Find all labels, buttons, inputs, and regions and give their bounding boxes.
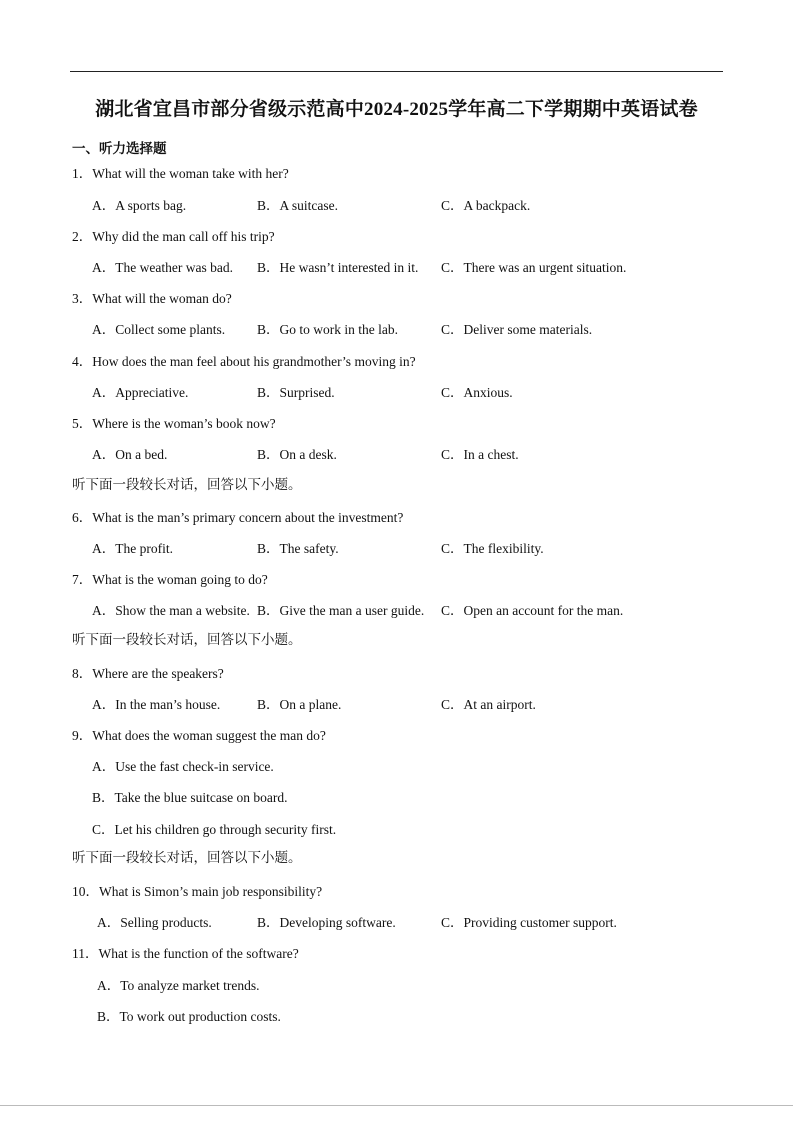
option-b: B．On a plane.: [257, 697, 342, 712]
question-number: 11．: [72, 946, 99, 961]
question-number: 7．: [72, 572, 93, 587]
question-number: 9．: [72, 728, 93, 743]
option-b: B．Go to work in the lab.: [257, 322, 398, 337]
question-text: Where is the woman’s book now?: [92, 416, 276, 431]
option-a: A．On a bed.: [92, 447, 168, 462]
listening-instruction: 听下面一段较长对话，回答以下小题。: [72, 477, 302, 492]
question-number: 5．: [72, 416, 93, 431]
question-10: [72, 884, 322, 900]
question-text: What will the woman do?: [92, 291, 232, 306]
option-b: B．He wasn’t interested in it.: [257, 260, 419, 275]
option-a: A．The weather was bad.: [92, 260, 233, 275]
header-rule: [70, 71, 723, 72]
question-text: What will the woman take with her?: [92, 166, 289, 181]
footer-rule: [0, 1105, 793, 1106]
question-text: What is the man’s primary concern about the investment?: [92, 510, 404, 525]
option-a: A．A sports bag.: [92, 198, 187, 213]
question-text: Where are the speakers?: [92, 666, 224, 681]
question-text: Why did the man call off his trip?: [92, 229, 275, 244]
question-6: [72, 510, 403, 526]
option-a: A．In the man’s house.: [92, 697, 221, 712]
question-7: [72, 572, 268, 588]
question-number: 10．: [72, 884, 99, 899]
question-5: [72, 416, 276, 432]
question-number: 1．: [72, 166, 93, 181]
question-11: [72, 946, 299, 962]
question-number: 6．: [72, 510, 93, 525]
option-a: A．The profit.: [92, 541, 173, 556]
question-number: 2．: [72, 229, 93, 244]
option-c: C．The flexibility.: [441, 541, 544, 556]
option-c: C．At an airport.: [441, 697, 536, 712]
question-number: 3．: [72, 291, 93, 306]
question-2: [72, 229, 275, 245]
question-9: [72, 728, 326, 744]
option-c: C．Anxious.: [441, 385, 513, 400]
question-4: [72, 354, 416, 370]
option-b: B．A suitcase.: [257, 198, 338, 213]
option-a: A．Show the man a website.: [92, 603, 250, 618]
listening-instruction: 听下面一段较长对话，回答以下小题。: [72, 850, 302, 865]
question-text: What is the function of the software?: [98, 946, 299, 961]
question-text: How does the man feel about his grandmother’s moving in?: [92, 354, 416, 369]
option-c: C．In a chest.: [441, 447, 519, 462]
option-a: A．Appreciative.: [92, 385, 189, 400]
question-text: What is the woman going to do?: [92, 572, 268, 587]
exam-title: 湖北省宜昌市部分省级示范高中2024-2025学年高二下学期期中英语试卷: [95, 99, 698, 120]
option-a: A．To analyze market trends.: [97, 978, 260, 993]
option-b: B．Surprised.: [257, 385, 335, 400]
option-b: B．To work out production costs.: [97, 1009, 281, 1024]
option-b: B．On a desk.: [257, 447, 337, 462]
option-c: C．There was an urgent situation.: [441, 260, 627, 275]
question-number: 8．: [72, 666, 93, 681]
listening-instruction: 听下面一段较长对话，回答以下小题。: [72, 632, 302, 647]
option-a: A．Collect some plants.: [92, 322, 226, 337]
option-b: B．Take the blue suitcase on board.: [92, 790, 288, 805]
option-c: C．Open an account for the man.: [441, 603, 624, 618]
option-a: A．Selling products.: [97, 915, 212, 930]
question-text: What is Simon’s main job responsibility?: [99, 884, 323, 899]
option-c: C．Providing customer support.: [441, 915, 617, 930]
option-c: C．A backpack.: [441, 198, 531, 213]
question-3: [72, 291, 232, 307]
option-c: C．Deliver some materials.: [441, 322, 593, 337]
question-number: 4．: [72, 354, 93, 369]
option-c: C．Let his children go through security first.: [92, 822, 337, 837]
option-b: B．The safety.: [257, 541, 339, 556]
question-1: [72, 166, 289, 182]
option-a: A．Use the fast check-in service.: [92, 759, 274, 774]
question-8: [72, 666, 224, 682]
option-b: B．Developing software.: [257, 915, 396, 930]
section-heading: 一、听力选择题: [72, 141, 167, 156]
question-text: What does the woman suggest the man do?: [92, 728, 326, 743]
option-b: B．Give the man a user guide.: [257, 603, 425, 618]
